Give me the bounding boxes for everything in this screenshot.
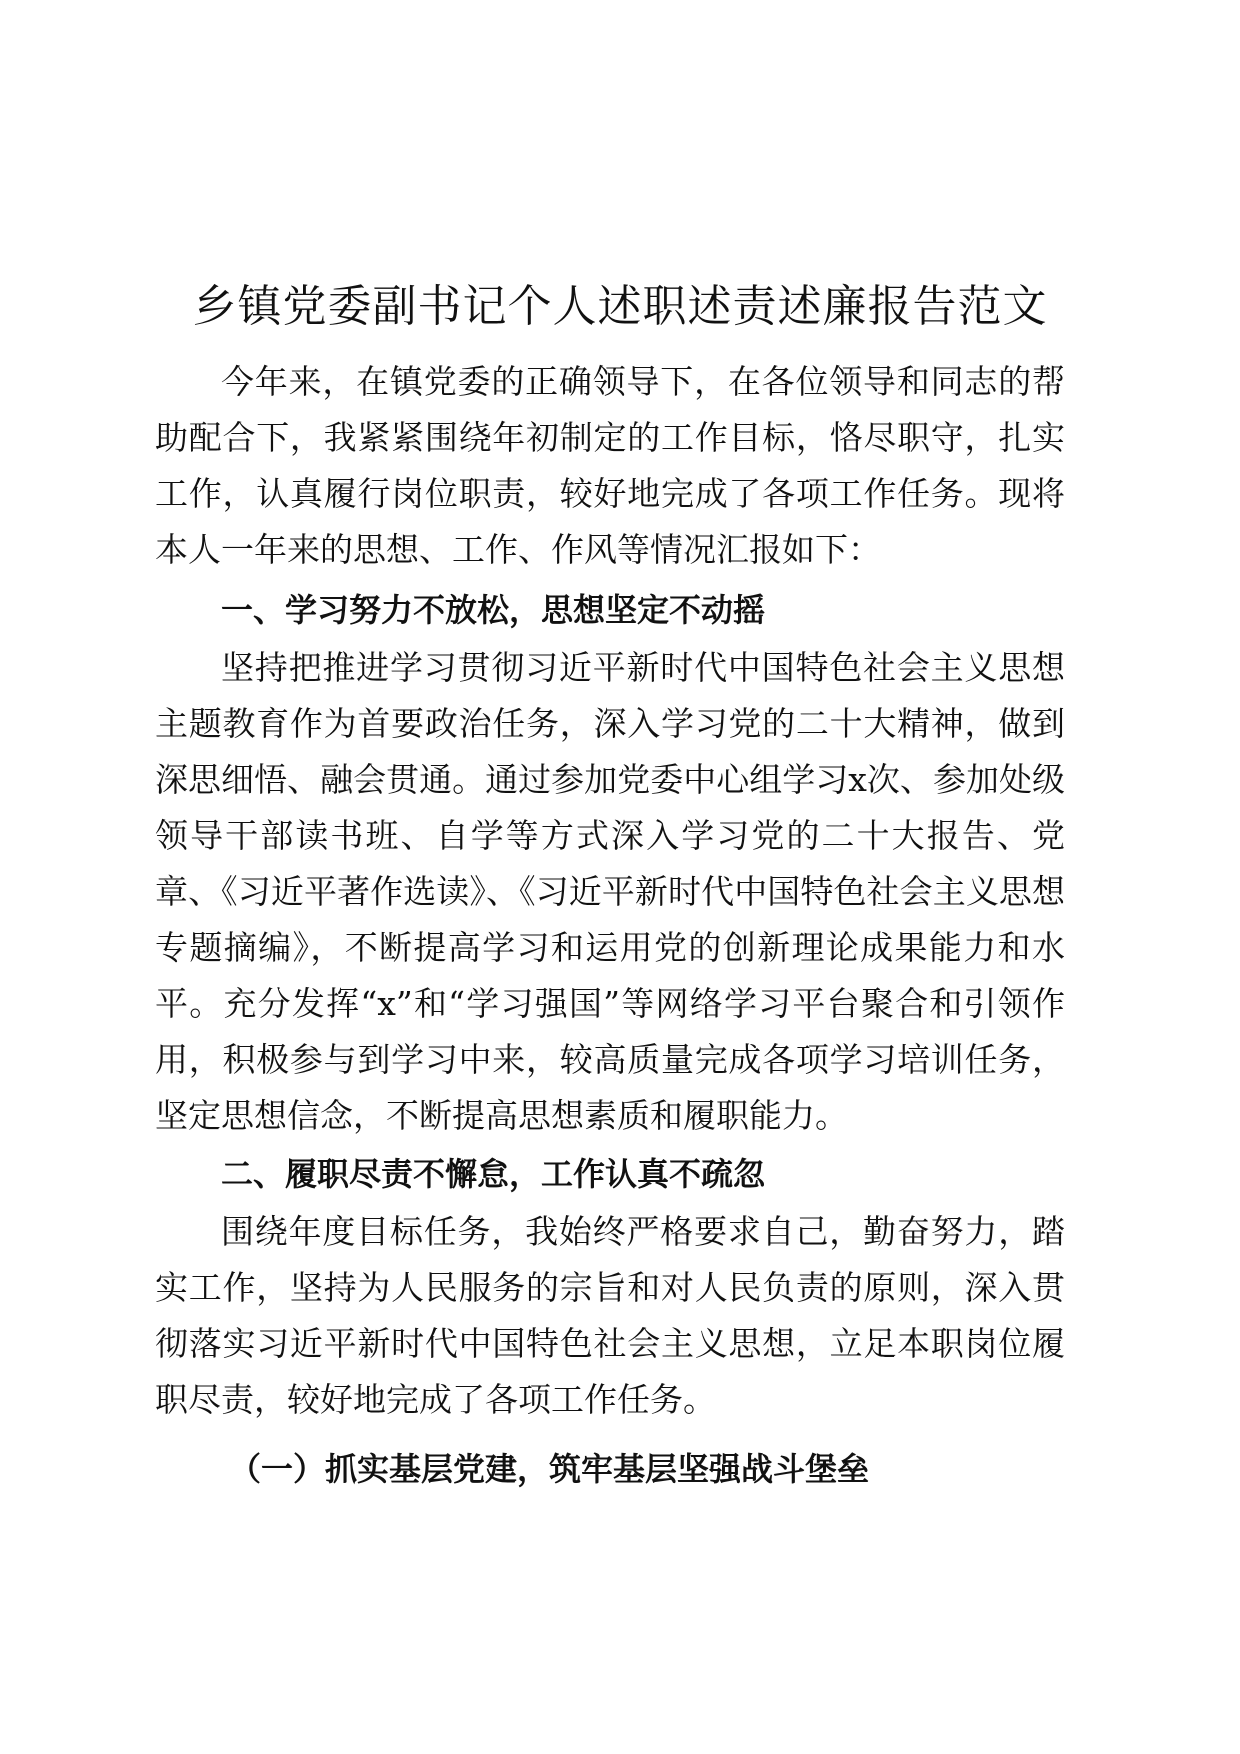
section-2-heading: 二、履职尽责不懈怠，工作认真不疏忽 [221,1155,766,1193]
section-2-subheading: （一）抓实基层党建，筑牢基层坚强战斗堡垒 [229,1450,870,1488]
document-body [155,354,1065,1500]
section-1-heading: 一、学习努力不放松，思想坚定不动摇 [221,591,766,629]
document-title: 乡镇党委副书记个人述职述责述廉报告范文 [192,281,1048,333]
section-2-paragraph: 围绕年度目标任务，我始终严格要求自己，勤奋努力，踏实工作，坚持为人民服务的宗旨和对人民负责的原则，深入贯彻落实习近平新时代中国特色社会主义思想，立足本职岗位履职尽责，较好地完成了各项工作任务。 [155,1212,1065,1419]
intro-paragraph: 今年来，在镇党委的正确领导下，在各位领导和同志的帮助配合下，我紧紧围绕年初制定的工作目标，恪尽职守，扎实工作，认真履行岗位职责，较好地完成了各项工作任务。现将本人一年来的思想、工作、作风等情况汇报如下： [155,362,1065,569]
section-1-paragraph: 坚持把推进学习贯彻习近平新时代中国特色社会主义思想主题教育作为首要政治任务，深入学习党的二十大精神，做到深思细悟、融会贯通。通过参加党委中心组学习x次、参加处级领导干部读书班、自学等方式深入学习党的二十大报告、党章、《习近平著作选读》、《习近平新时代中国特色社会主义思想专题摘编》，不断提高学习和运用党的创新理论成果能力和水平。充分发挥“x”和“学习强国”等网络学习平台聚合和引领作用，积极参与到学习中来，较高质量完成各项学习培训任务，坚定思想信念，不断提高思想素质和履职能力。 [155,648,1065,1135]
